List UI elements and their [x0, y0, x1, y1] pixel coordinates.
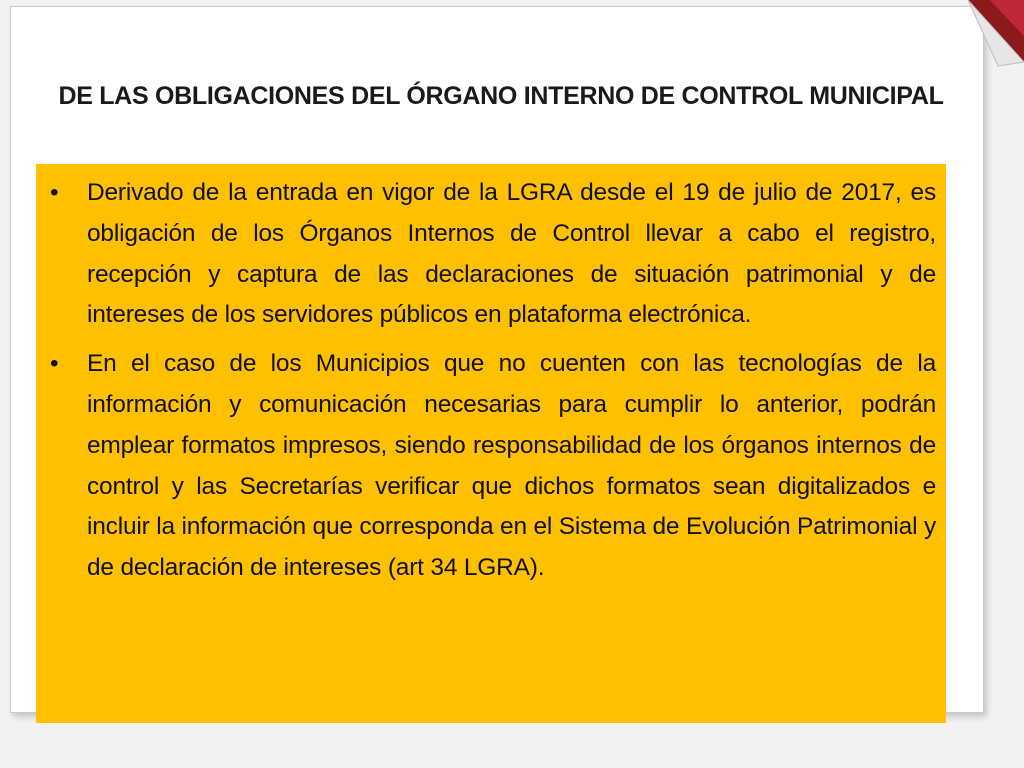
bullet-item — [50, 173, 936, 336]
bullet-icon: • — [50, 179, 59, 206]
bullet-item — [50, 344, 936, 589]
page-corner-decoration — [928, 0, 1024, 80]
slide-title: DE LAS OBLIGACIONES DEL ÓRGANO INTERNO DE CONTROL MUNICIPAL — [58, 82, 944, 110]
bullet-icon: • — [50, 350, 59, 378]
bullet-list — [50, 173, 936, 589]
bullet-text: Derivado de la entrada en vigor de la LGRA desde el 19 de julio de 2017, es obligación de los Órganos Internos de Control llevar a cabo el registro, recepción y captura de las declaraciones de situación patrimonial y de intereses de los servidores públicos en plataforma electrónica. — [87, 179, 936, 329]
bullet-text: En el caso de los Municipios que no cuenten con las tecnologías de la información y comunicación necesarias para cumplir lo anterior, podrán emplear formatos impresos, siendo responsabilidad de los órganos internos de control y las Secretarías verificar que dichos formatos sean digitalizados e incluir la información que corresponda en el Sistema de Evolución Patrimonial y de declaración de intereses (art 34 LGRA). — [87, 350, 936, 582]
content-box — [36, 164, 946, 723]
